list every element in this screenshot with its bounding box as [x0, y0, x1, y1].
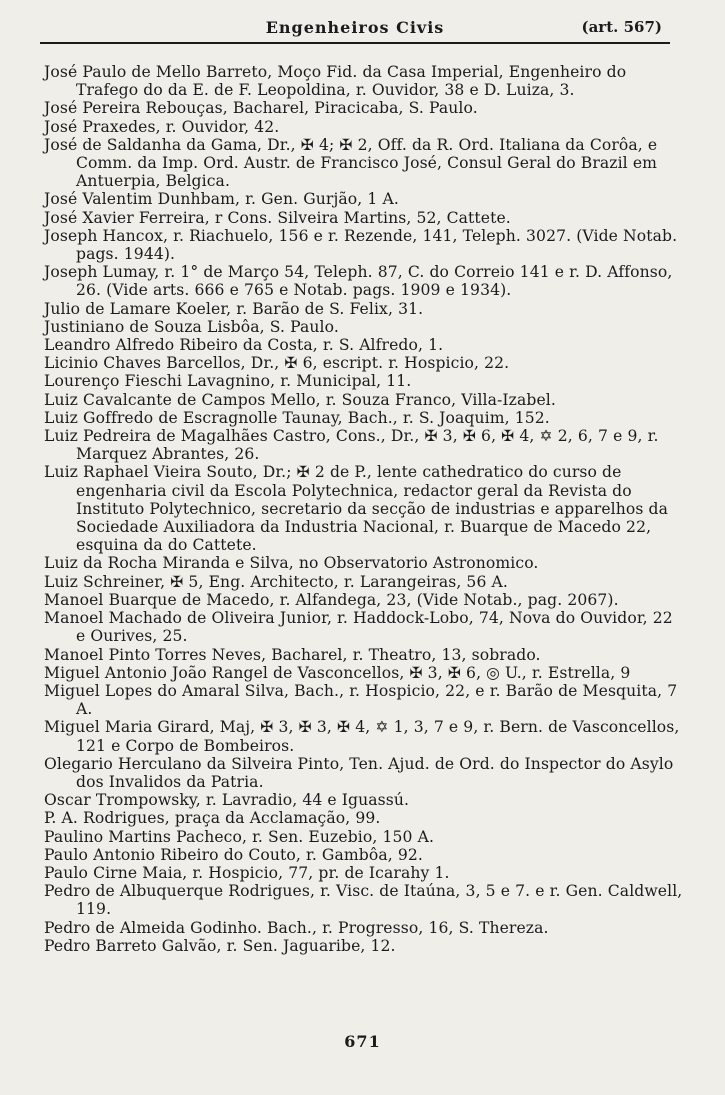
list-item: Luiz Raphael Vieira Souto, Dr.; ✠ 2 de P., lente cathedratico do curso de engenharia civil da Escola Polytechnica, redactor geral da Revista do Instituto Polytechnico, secretario da secção de industrias e apparelhos da Sociedade Auxiliadora da Industria Nacional, r. Buarque de Macedo 22, esquina da do Cattete.	[44, 463, 669, 555]
article-number: (art. 567)	[581, 18, 662, 36]
list-item: Luiz Goffredo de Escragnolle Taunay, Bach., r. S. Joaquim, 152.	[44, 408, 550, 427]
list-item: Paulo Antonio Ribeiro do Couto, r. Gambôa, 92.	[44, 845, 423, 864]
list-item: Paulo Cirne Maia, r. Hospicio, 77, pr. de Icarahy 1.	[44, 863, 450, 882]
list-item: Licinio Chaves Barcellos, Dr., ✠ 6, escript. r. Hospicio, 22.	[44, 354, 510, 373]
list-item: José Praxedes, r. Ouvidor, 42.	[44, 117, 280, 136]
list-item: Julio de Lamare Koeler, r. Barão de S. Felix, 31.	[44, 299, 424, 318]
list-item: Lourenço Fieschi Lavagnino, r. Municipal, 11.	[44, 372, 412, 391]
list-item: José de Saldanha da Gama, Dr., ✠ 4; ✠ 2, Off. da R. Ord. Italiana da Corôa, e Comm. da Imp. Ord. Austr. de Francisco José, Consul Geral do Brazil em Antuerpia, Belgica.	[44, 135, 658, 191]
list-item: Miguel Lopes do Amaral Silva, Bach., r. Hospicio, 22, e r. Barão de Mesquita, 7 A.	[44, 681, 678, 719]
list-item: Pedro Barreto Galvão, r. Sen. Jaguaribe, 12.	[44, 936, 396, 955]
list-item: José Xavier Ferreira, r Cons. Silveira Martins, 52, Cattete.	[44, 208, 511, 227]
list-item: P. A. Rodrigues, praça da Acclamação, 99.	[44, 809, 381, 828]
page-number: 671	[344, 1032, 381, 1051]
list-item: Luiz Pedreira de Magalhães Castro, Cons., Dr., ✠ 3, ✠ 6, ✠ 4, ✡ 2, 6, 7 e 9, r. Marquez Abrantes, 26.	[44, 427, 659, 464]
list-item: Miguel Maria Girard, Maj, ✠ 3, ✠ 3, ✠ 4, ✡ 1, 3, 7 e 9, r. Bern. de Vasconcellos, 121 e Corpo de Bombeiros.	[44, 718, 680, 755]
list-item: Luiz da Rocha Miranda e Silva, no Observatorio Astronomico.	[44, 554, 539, 573]
list-item: José Paulo de Mello Barreto, Moço Fid. da Casa Imperial, Engenheiro do Trafego do da E. de F. Leopoldina, r. Ouvidor, 38 e D. Luiza, 3.	[44, 63, 627, 100]
list-item: Olegario Herculano da Silveira Pinto, Ten. Ajud. de Ord. do Inspector do Asylo dos Invalidos da Patria.	[44, 754, 674, 791]
section-title: Engenheiros Civis	[265, 18, 445, 37]
list-item: Joseph Lumay, r. 1° de Março 54, Teleph. 87, C. do Correio 141 e r. D. Affonso, 26. (Vide arts. 666 e 765 e Notab. pags. 1909 e 1934).	[44, 263, 673, 300]
list-item: Luiz Schreiner, ✠ 5, Eng. Architecto, r. Larangeiras, 56 A.	[44, 572, 508, 591]
list-item: Pedro de Albuquerque Rodrigues, r. Visc. de Itaúna, 3, 5 e 7. e r. Gen. Caldwell, 119.	[44, 882, 683, 919]
list-item: Manoel Buarque de Macedo, r. Alfandega, 23, (Vide Notab., pag. 2067).	[44, 590, 619, 609]
list-item: Justiniano de Souza Lisbôa, S. Paulo.	[44, 317, 339, 336]
entry-list	[44, 63, 684, 955]
list-item: Joseph Hancox, r. Riachuelo, 156 e r. Rezende, 141, Teleph. 3027. (Vide Notab. pags. 1944).	[44, 226, 678, 264]
list-item: Miguel Antonio João Rangel de Vasconcellos, ✠ 3, ✠ 6, ◎ U., r. Estrella, 9	[44, 663, 631, 682]
list-item: Leandro Alfredo Ribeiro da Costa, r. S. Alfredo, 1.	[44, 336, 444, 355]
list-item: Luiz Cavalcante de Campos Mello, r. Souza Franco, Villa-Izabel.	[44, 390, 556, 409]
list-item: José Valentim Dunhbam, r. Gen. Gurjão, 1 A.	[44, 190, 399, 209]
list-item: Pedro de Almeida Godinho. Bach., r. Progresso, 16, S. Thereza.	[44, 918, 549, 937]
list-item: José Pereira Rebouças, Bacharel, Piracicaba, S. Paulo.	[44, 99, 478, 118]
list-item: Manoel Machado de Oliveira Junior, r. Haddock-Lobo, 74, Nova do Ouvidor, 22 e Ourives, 25.	[44, 609, 673, 646]
page-header	[40, 16, 670, 44]
list-item: Oscar Trompowsky, r. Lavradio, 44 e Iguassú.	[44, 791, 410, 810]
list-item: Paulino Martins Pacheco, r. Sen. Euzebio, 150 A.	[44, 827, 434, 846]
list-item: Manoel Pinto Torres Neves, Bacharel, r. Theatro, 13, sobrado.	[44, 645, 541, 664]
